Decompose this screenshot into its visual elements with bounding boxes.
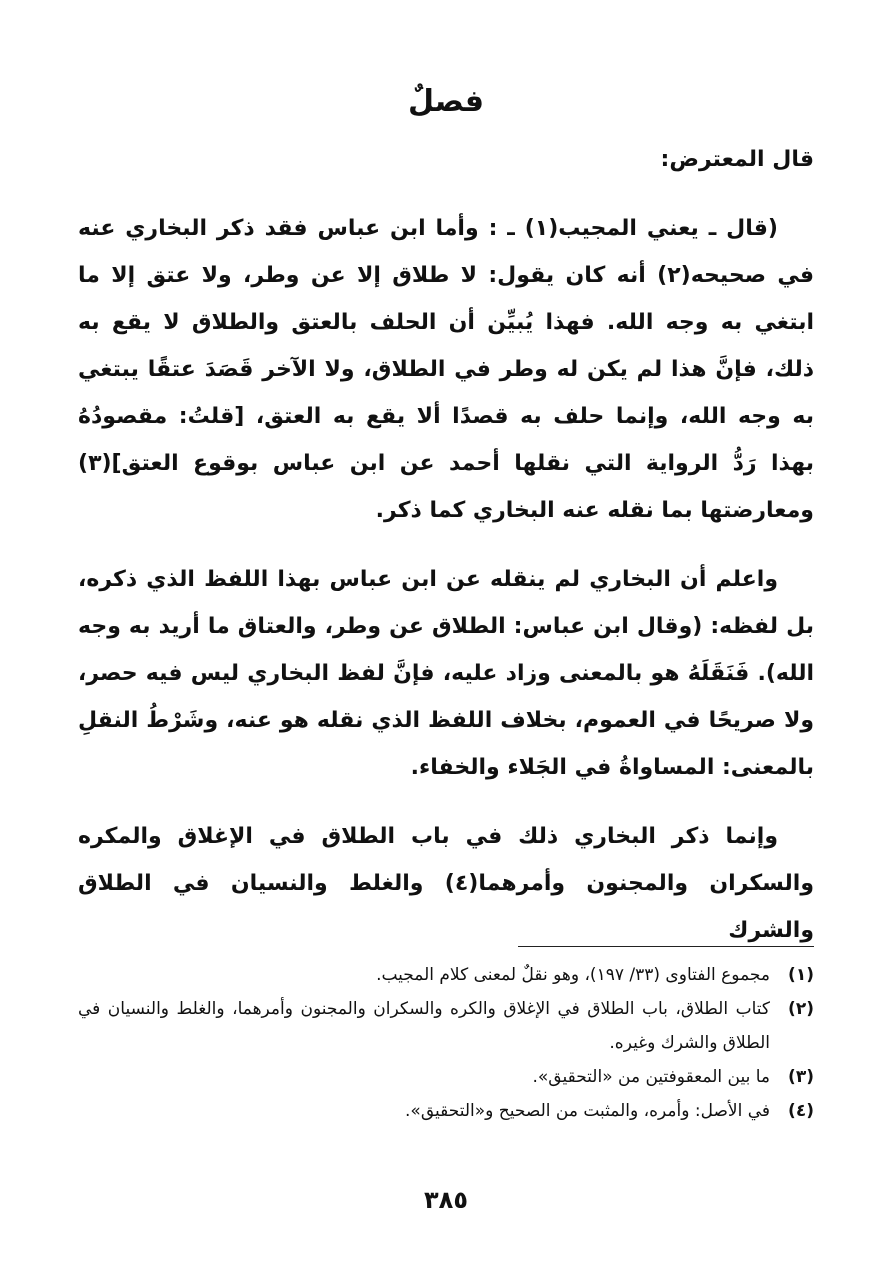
footnote-text: ما بين المعقوفتين من «التحقيق». bbox=[532, 1067, 770, 1087]
footnote-number: (١) bbox=[788, 965, 814, 985]
footnote-number: (٢) bbox=[788, 999, 814, 1019]
speaker-heading: قال المعترض: bbox=[660, 147, 814, 172]
footnote-4 bbox=[78, 1094, 814, 1128]
footnote-divider bbox=[518, 946, 814, 947]
footnote-1 bbox=[78, 958, 814, 992]
paragraph-3: وإنما ذكر البخاري ذلك في باب الطلاق في الإغلاق والمكره والسكران والمجنون وأمرهما(٤) والغلط والنسيان في الطلاق والشرك bbox=[78, 824, 814, 943]
footnote-2 bbox=[78, 992, 814, 1060]
footnote-number: (٤) bbox=[788, 1101, 814, 1121]
paragraph-2: واعلم أن البخاري لم ينقله عن ابن عباس بهذا اللفظ الذي ذكره، بل لفظه: (وقال ابن عباس: الطلاق عن وطر، والعتاق ما أريد به وجه الله). فَنَقَلَهُ هو بالمعنى وزاد عليه، فإنَّ لفظ البخاري ليس فيه حصر، ولا صريحًا في العموم، بخلاف اللفظ الذي نقله هو عنه، وشَرْطُ النقلِ بالمعنى: المساواةُ في الجَلاء والخفاء. bbox=[78, 567, 814, 780]
chapter-title: فصلٌ bbox=[408, 84, 484, 119]
book-page bbox=[78, 0, 814, 1286]
footnotes bbox=[78, 958, 814, 1128]
footnote-text: مجموع الفتاوى (٣٣/ ١٩٧)، وهو نقلٌ لمعنى كلام المجيب. bbox=[376, 965, 770, 985]
footnote-number: (٣) bbox=[788, 1067, 814, 1087]
footnote-3 bbox=[78, 1060, 814, 1094]
page-number: ٣٨٥ bbox=[424, 1186, 468, 1214]
footnote-text: كتاب الطلاق، باب الطلاق في الإغلاق والكره والسكران والمجنون وأمرهما، والغلط والنسيان في الطلاق والشرك وغيره. bbox=[78, 999, 770, 1053]
paragraph-1: (قال ـ يعني المجيب(١) ـ : وأما ابن عباس فقد ذكر البخاري عنه في صحيحه(٢) أنه كان يقول: لا طلاق إلا عن وطر، ولا عتق إلا ما ابتغي به وجه الله. فهذا يُبيِّن أن الحلف بالعتق والطلاق لا يقع به ذلك، فإنَّ هذا لم يكن له وطر في الطلاق، ولا الآخر قَصَدَ عتقًا يبتغي به وجه الله، وإنما حلف به قصدًا ألا يقع به العتق، [قلتُ: مقصودُهُ بهذا رَدُّ الرواية التي نقلها أحمد عن ابن عباس بوقوع العتق](٣) ومعارضتها بما نقله عنه البخاري كما ذكر. bbox=[78, 216, 814, 523]
main-text bbox=[78, 205, 814, 954]
footnote-text: في الأصل: وأمره، والمثبت من الصحيح و«التحقيق». bbox=[405, 1101, 770, 1121]
